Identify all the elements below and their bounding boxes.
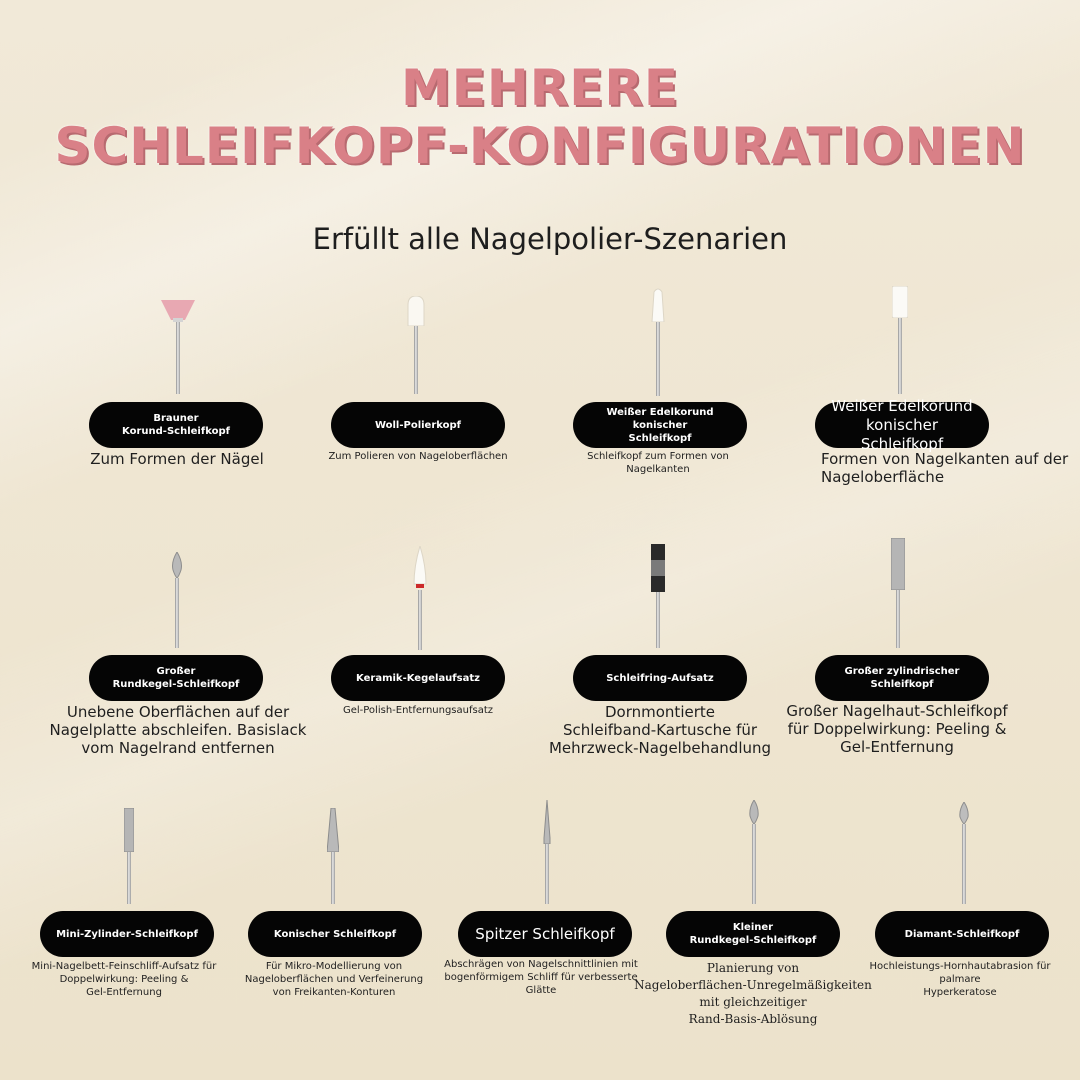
product-label: Weißer Edelkorund konischer Schleifkopf (573, 402, 747, 448)
pink-cone-bit-icon (161, 300, 195, 394)
product-label: Konischer Schleifkopf (248, 911, 422, 957)
pointed-needle-bit-icon (543, 800, 551, 904)
product-label: Spitzer Schleifkopf (458, 911, 632, 957)
white-tapered-bit-icon (651, 288, 665, 396)
product-description: Planierung von Nageloberflächen-Unregelmäßigkeiten mit gleichzeitiger Rand-Basis-Ablösung (634, 961, 872, 1026)
product-description: Hochleistungs-Hornhautabrasion für palmare Hyperkeratose (869, 961, 1051, 998)
product-description: Zum Polieren von Nageloberflächen (328, 451, 508, 462)
product-label: Mini-Zylinder-Schleifkopf (40, 911, 214, 957)
product-description: Schleifkopf zum Formen von Nagelkanten (587, 451, 729, 475)
product-description: Dornmontierte Schleifband-Kartusche für Mehrzweck-Nagelbehandlung (548, 703, 772, 757)
product-label: Diamant-Schleifkopf (875, 911, 1049, 957)
large-cylinder-bit-icon (891, 538, 905, 648)
product-description: Unebene Oberflächen auf der Nagelplatte abschleifen. Basislack vom Nagelrand entfernen (49, 703, 307, 757)
product-description: Für Mikro-Modellierung von Nageloberflächen und Verfeinerung von Freikanten-Konturen (244, 961, 424, 998)
subtitle: Erfüllt alle Nagelpolier-Szenarien (312, 222, 788, 256)
mini-cylinder-bit-icon (124, 808, 134, 904)
ceramic-cone-bit-icon (413, 546, 427, 650)
conical-bit-icon (327, 808, 339, 904)
product-description: Großer Nagelhaut-Schleifkopf für Doppelwirkung: Peeling & Gel-Entfernung (786, 702, 1008, 756)
product-label: Woll-Polierkopf (331, 402, 505, 448)
sanding-band-mandrel-icon (651, 544, 665, 648)
white-cylinder-bit-icon (892, 286, 908, 394)
title-line-1: MEHRERE (400, 59, 680, 117)
product-label: Großer Rundkegel-Schleifkopf (89, 655, 263, 701)
diamond-bit-icon (959, 802, 969, 904)
product-description: Formen von Nagelkanten auf der Nageloberfläche (821, 450, 1069, 486)
product-description: Mini-Nagelbett-Feinschliff-Aufsatz für Doppelwirkung: Peeling & Gel-Entfernung (31, 961, 217, 998)
title-line-2: SCHLEIFKOPF-KONFIGURATIONEN (54, 117, 1026, 175)
small-flame-bit-icon (749, 800, 759, 904)
product-description: Gel-Polish-Entfernungsaufsatz (342, 705, 494, 716)
product-label: Weißer Edelkorund konischer Schleifkopf (815, 402, 989, 448)
wool-polishing-bit-icon (406, 296, 426, 394)
product-label: Großer zylindrischer Schleifkopf (815, 655, 989, 701)
product-label: Schleifring-Aufsatz (573, 655, 747, 701)
product-label: Brauner Korund-Schleifkopf (89, 402, 263, 448)
flame-bit-icon (171, 552, 183, 648)
product-description: Zum Formen der Nägel (90, 450, 264, 468)
product-label: Kleiner Rundkegel-Schleifkopf (666, 911, 840, 957)
product-description: Abschrägen von Nagelschnittlinien mit bogenförmigem Schliff für verbesserte Glätte (444, 959, 638, 996)
product-label: Keramik-Kegelaufsatz (331, 655, 505, 701)
